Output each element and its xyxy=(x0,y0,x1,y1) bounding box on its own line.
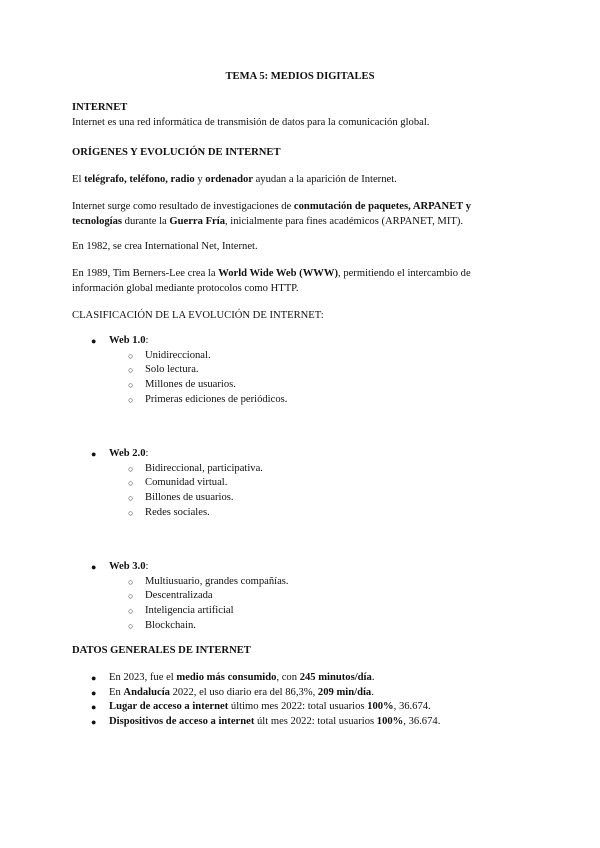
text-run: ayudan a la aparición de Internet. xyxy=(252,174,397,185)
group-label: Web 2.0 xyxy=(109,448,146,459)
group-suffix: : xyxy=(145,561,149,572)
text-run: , 36.674. xyxy=(403,716,441,728)
list-item xyxy=(72,589,532,604)
text-run: durante la xyxy=(122,215,170,227)
bold-run: 100% xyxy=(376,716,404,728)
sub-item-text: Redes sociales. xyxy=(145,506,210,518)
group-label: Web 3.0 xyxy=(109,561,146,572)
sub-item-text: Inteligencia artificial xyxy=(145,605,234,617)
list-item xyxy=(72,378,532,393)
sub-item-text: Billones de usuarios. xyxy=(145,492,234,504)
text-run: y xyxy=(194,174,206,185)
bold-run: 100% xyxy=(367,701,394,713)
web-group-2 xyxy=(72,447,532,521)
group-suffix: : xyxy=(145,448,149,459)
sub-item-text: Blockchain. xyxy=(145,619,196,631)
text-run: , permitiendo el intercambio de información global mediante protocolos como HTTP. xyxy=(72,268,471,294)
text-run: 2022, el uso diario era del 86,3%, xyxy=(169,686,318,698)
bold-run: Lugar de acceso a internet xyxy=(109,701,229,713)
circle-bullet-icon: ○ xyxy=(128,394,134,405)
list-item xyxy=(72,604,532,619)
circle-bullet-icon: ○ xyxy=(128,576,134,587)
circle-bullet-icon: ○ xyxy=(128,606,134,617)
list-item xyxy=(72,560,532,575)
origins-paragraph-3: En 1982, se crea International Net, Internet. xyxy=(72,241,258,252)
bullet-icon: ● xyxy=(91,702,97,713)
circle-bullet-icon: ○ xyxy=(128,350,134,361)
list-item xyxy=(72,447,532,462)
group-label: Web 1.0 xyxy=(109,335,146,346)
origins-heading: ORÍGENES Y EVOLUCIÓN DE INTERNET xyxy=(72,147,281,158)
text-run: En 2023, fue el xyxy=(109,672,177,683)
list-item xyxy=(72,619,532,634)
bold-run: telégrafo, teléfono, radio xyxy=(84,174,195,185)
web-group-3 xyxy=(72,560,532,634)
bullet-icon: ● xyxy=(91,336,97,346)
bold-run: ordenador xyxy=(205,174,253,185)
text-run: En 1989, Tim Berners-Lee crea la xyxy=(72,268,219,279)
page-title: TEMA 5: MEDIOS DIGITALES xyxy=(225,71,375,82)
bullet-icon: ● xyxy=(91,673,97,683)
list-item xyxy=(72,349,532,364)
origins-paragraph-2 xyxy=(72,200,508,229)
text-run: último mes 2022: total usuarios xyxy=(228,701,368,713)
internet-heading: INTERNET xyxy=(72,102,128,113)
text-run: . xyxy=(371,672,375,683)
text-run: , inicialmente para fines académicos (ARPANET, MIT). xyxy=(225,215,463,227)
internet-definition: Internet es una red informática de transmisión de datos para la comunicación global. xyxy=(72,117,430,128)
classification-heading: CLASIFICACIÓN DE LA EVOLUCIÓN DE INTERNET: xyxy=(72,310,324,321)
text-run: El xyxy=(72,174,85,185)
list-item xyxy=(72,363,532,378)
bold-run: medio más consumido xyxy=(176,672,277,683)
web-group-1 xyxy=(72,334,532,408)
list-item xyxy=(72,686,532,701)
origins-paragraph-4 xyxy=(72,267,522,296)
bold-run: 209 min/día xyxy=(317,686,372,698)
list-item xyxy=(72,575,532,590)
list-item xyxy=(72,671,532,686)
sub-item-text: Unidireccional. xyxy=(145,349,211,361)
text-run: En xyxy=(109,686,124,698)
circle-bullet-icon: ○ xyxy=(128,463,134,474)
list-item xyxy=(72,506,532,521)
bold-run: World Wide Web (WWW) xyxy=(218,268,339,279)
list-item xyxy=(72,462,532,477)
bold-run: Guerra Fría xyxy=(169,215,225,227)
bold-run: 245 minutos/día xyxy=(299,672,372,683)
text-run: últ mes 2022: total usuarios xyxy=(254,716,377,728)
sub-item-text: Primeras ediciones de periódicos. xyxy=(145,393,288,405)
text-run: , 36.674. xyxy=(393,701,431,713)
origins-paragraph-1 xyxy=(72,173,532,188)
circle-bullet-icon: ○ xyxy=(128,620,134,631)
sub-item-text: Bidireccional, participativa. xyxy=(145,462,263,474)
circle-bullet-icon: ○ xyxy=(128,365,134,376)
circle-bullet-icon: ○ xyxy=(128,507,134,518)
sub-item-text: Descentralizada xyxy=(145,590,213,602)
bullet-icon: ● xyxy=(91,717,97,728)
bullet-icon: ● xyxy=(91,562,97,572)
bullet-icon: ● xyxy=(91,687,97,698)
circle-bullet-icon: ○ xyxy=(128,380,134,391)
bold-run: Dispositivos de acceso a internet xyxy=(109,716,255,728)
circle-bullet-icon: ○ xyxy=(128,478,134,489)
general-heading: DATOS GENERALES DE INTERNET xyxy=(72,645,251,656)
sub-item-text: Comunidad virtual. xyxy=(145,477,228,489)
bullet-icon: ● xyxy=(91,449,97,459)
sub-item-text: Millones de usuarios. xyxy=(145,379,236,391)
text-run: , con xyxy=(276,672,300,683)
circle-bullet-icon: ○ xyxy=(128,591,134,602)
list-item xyxy=(72,700,532,715)
text-run: Internet surge como resultado de investigaciones de xyxy=(72,201,294,212)
list-item xyxy=(72,476,532,491)
general-list xyxy=(72,671,532,730)
circle-bullet-icon: ○ xyxy=(128,493,134,504)
text-run: . xyxy=(371,686,374,698)
list-item xyxy=(72,393,532,408)
bold-run: Andalucía xyxy=(123,686,170,698)
list-item xyxy=(72,334,532,349)
list-item xyxy=(72,491,532,506)
list-item xyxy=(72,715,532,730)
sub-item-text: Solo lectura. xyxy=(145,364,199,376)
group-suffix: : xyxy=(145,335,149,346)
sub-item-text: Multiusuario, grandes compañías. xyxy=(145,575,289,587)
bold-run: conmutación de paquetes, ARPANET y tecnologías xyxy=(72,201,471,227)
